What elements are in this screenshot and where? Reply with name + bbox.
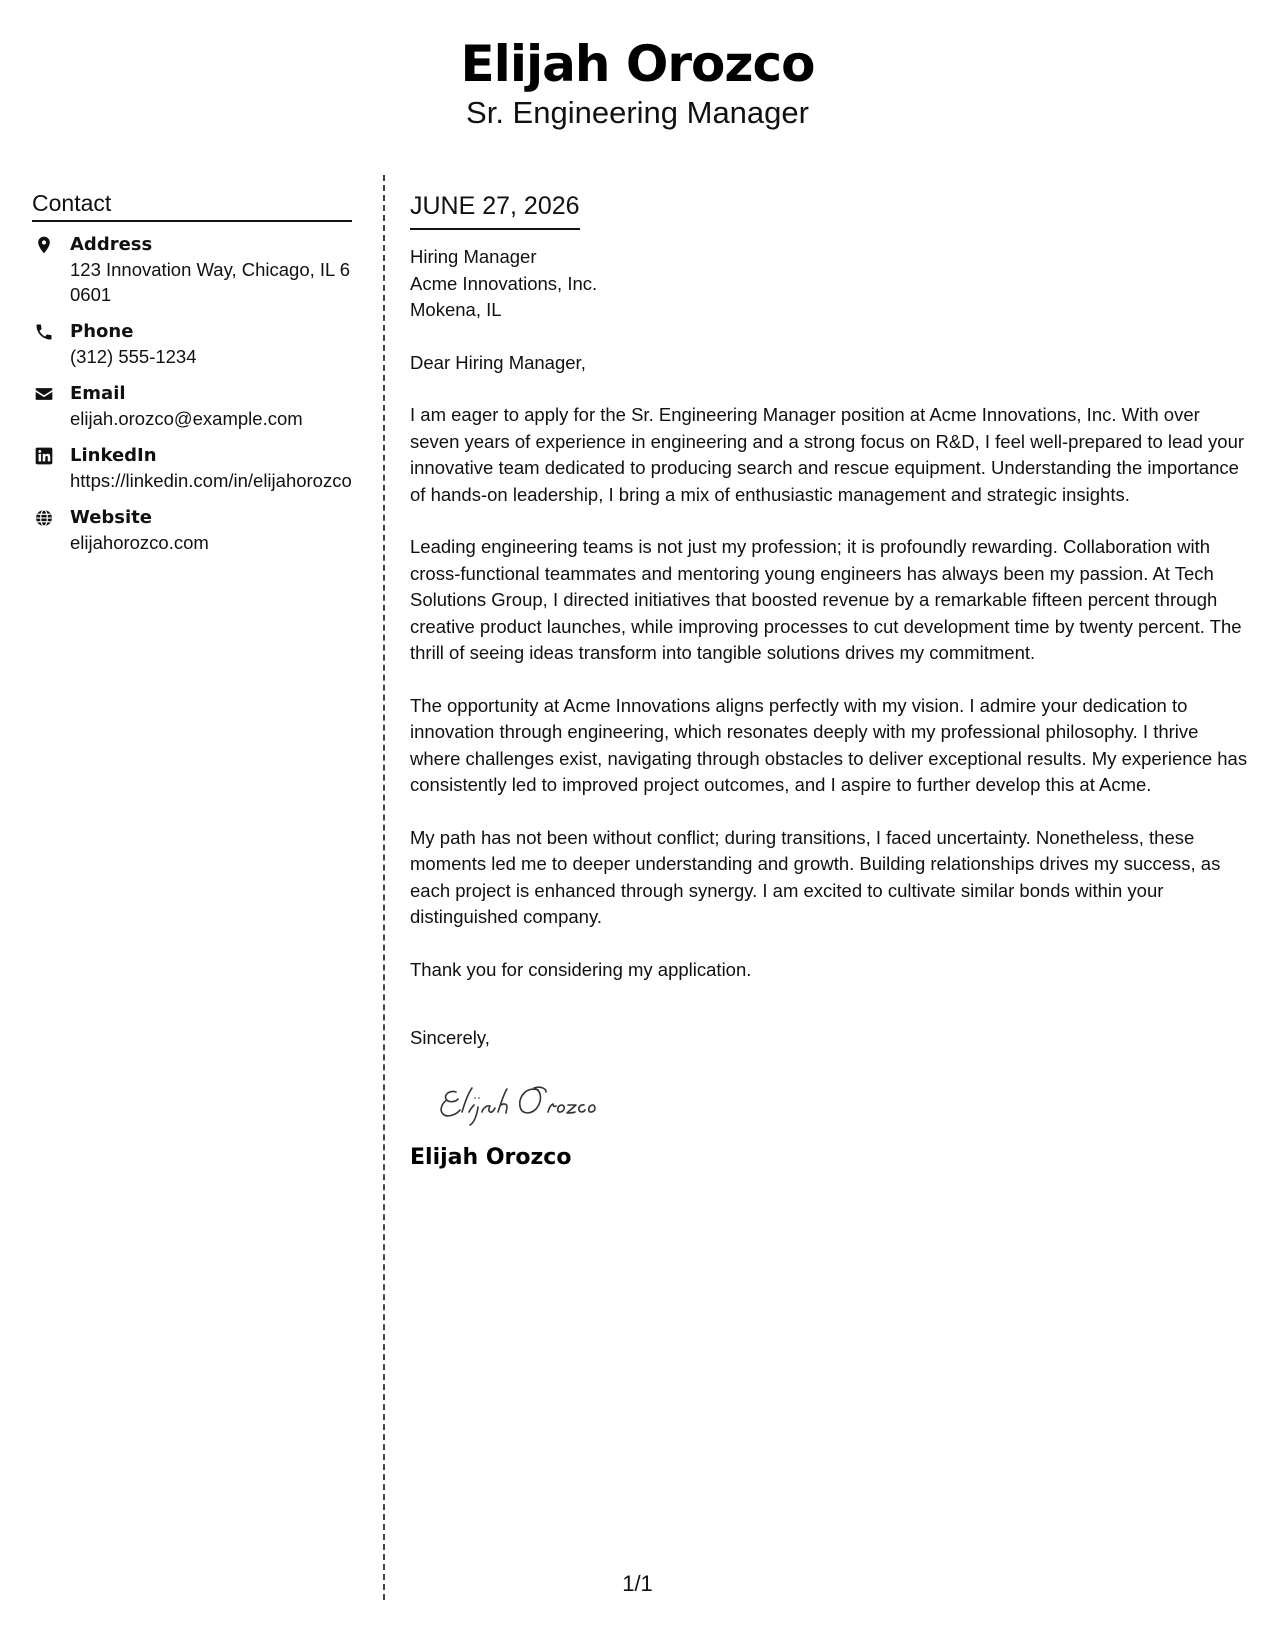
- phone-icon: [34, 322, 54, 342]
- contact-address: [32, 232, 352, 307]
- contact-value-email: elijah.orozco@example.com: [70, 408, 303, 429]
- salutation: Dear Hiring Manager,: [410, 351, 586, 373]
- recipient-company: Acme Innovations, Inc.: [410, 272, 598, 294]
- candidate-name: Elijah Orozco: [460, 35, 815, 93]
- column-divider: [383, 175, 385, 1600]
- paragraph: Leading engineering teams is not just my profession; it is profoundly rewarding. Collaboration with cross-functional teammates and mentoring young engineers has always been my passion. At Tech Solutions Group, I directed initiatives that boosted revenue by a remarkable fifteen percent through creative product launches, while improving processes to cut development time by twenty percent. The thrill of seeing ideas transform into tangible solutions drives my commitment.: [410, 536, 1242, 663]
- contact-website: [32, 505, 352, 555]
- signer-name: Elijah Orozco: [410, 1144, 572, 1170]
- recipient-location: Mokena, IL: [410, 299, 502, 320]
- recipient-block: [410, 244, 1252, 324]
- contact-email: [32, 381, 352, 431]
- contact-phone: [32, 319, 352, 369]
- envelope-icon: [34, 384, 54, 404]
- paragraph: The opportunity at Acme Innovations aligns perfectly with my vision. I admire your dedication to innovation through engineering, which resonates deeply with my professional philosophy. I thrive where challenges exist, navigating through obstacles to deliver exceptional results. My experience has consistently led to improved project outcomes, and I aspire to further develop this at Acme.: [410, 694, 1248, 795]
- paragraph: I am eager to apply for the Sr. Engineering Manager position at Acme Innovations, Inc. With over seven years of experience in engineering and a strong focus on R&D, I feel well-prepared to lead your innovative team dedicated to producing search and rescue equipment. Understanding the importance of hands-on leadership, I bring a mix of enthusiastic management and strategic insights.: [410, 404, 1245, 505]
- contact-sidebar: [32, 188, 352, 567]
- letter-date: JUNE 27, 2026: [410, 190, 580, 230]
- contact-label-address: Address: [70, 234, 153, 255]
- globe-icon: [34, 508, 54, 528]
- signature-scribble: [438, 1074, 648, 1134]
- recipient-title: Hiring Manager: [410, 246, 537, 267]
- letter-body: [410, 190, 1252, 1172]
- page-number: 1/1: [622, 1571, 653, 1596]
- map-pin-icon: [34, 235, 54, 255]
- closing-line: Thank you for considering my application.: [410, 958, 752, 980]
- contact-label-phone: Phone: [70, 321, 134, 342]
- job-title: Sr. Engineering Manager: [466, 95, 809, 130]
- handwritten-signature: [438, 1074, 648, 1134]
- contact-value-linkedin[interactable]: https://linkedin.com/in/elijahorozco: [70, 470, 352, 491]
- paragraph: My path has not been without conflict; during transitions, I faced uncertainty. Nonetheless, these moments led me to deeper understanding and growth. Building relationships drives my success, as each project is enhanced through synergy. I am excited to cultivate similar bonds within your distinguished company.: [410, 826, 1221, 927]
- contact-heading: Contact: [32, 188, 352, 222]
- contact-value-address: 123 Innovation Way, Chicago, IL 60601: [70, 259, 351, 305]
- contact-value-phone: (312) 555-1234: [70, 346, 197, 367]
- contact-label-website: Website: [70, 507, 153, 528]
- contact-list: [32, 232, 352, 555]
- contact-label-linkedin: LinkedIn: [70, 445, 157, 466]
- contact-label-email: Email: [70, 383, 126, 404]
- linkedin-icon: [34, 446, 54, 466]
- sign-off: Sincerely,: [410, 1027, 490, 1048]
- contact-value-website[interactable]: elijahorozco.com: [70, 532, 209, 553]
- contact-linkedin: [32, 443, 352, 493]
